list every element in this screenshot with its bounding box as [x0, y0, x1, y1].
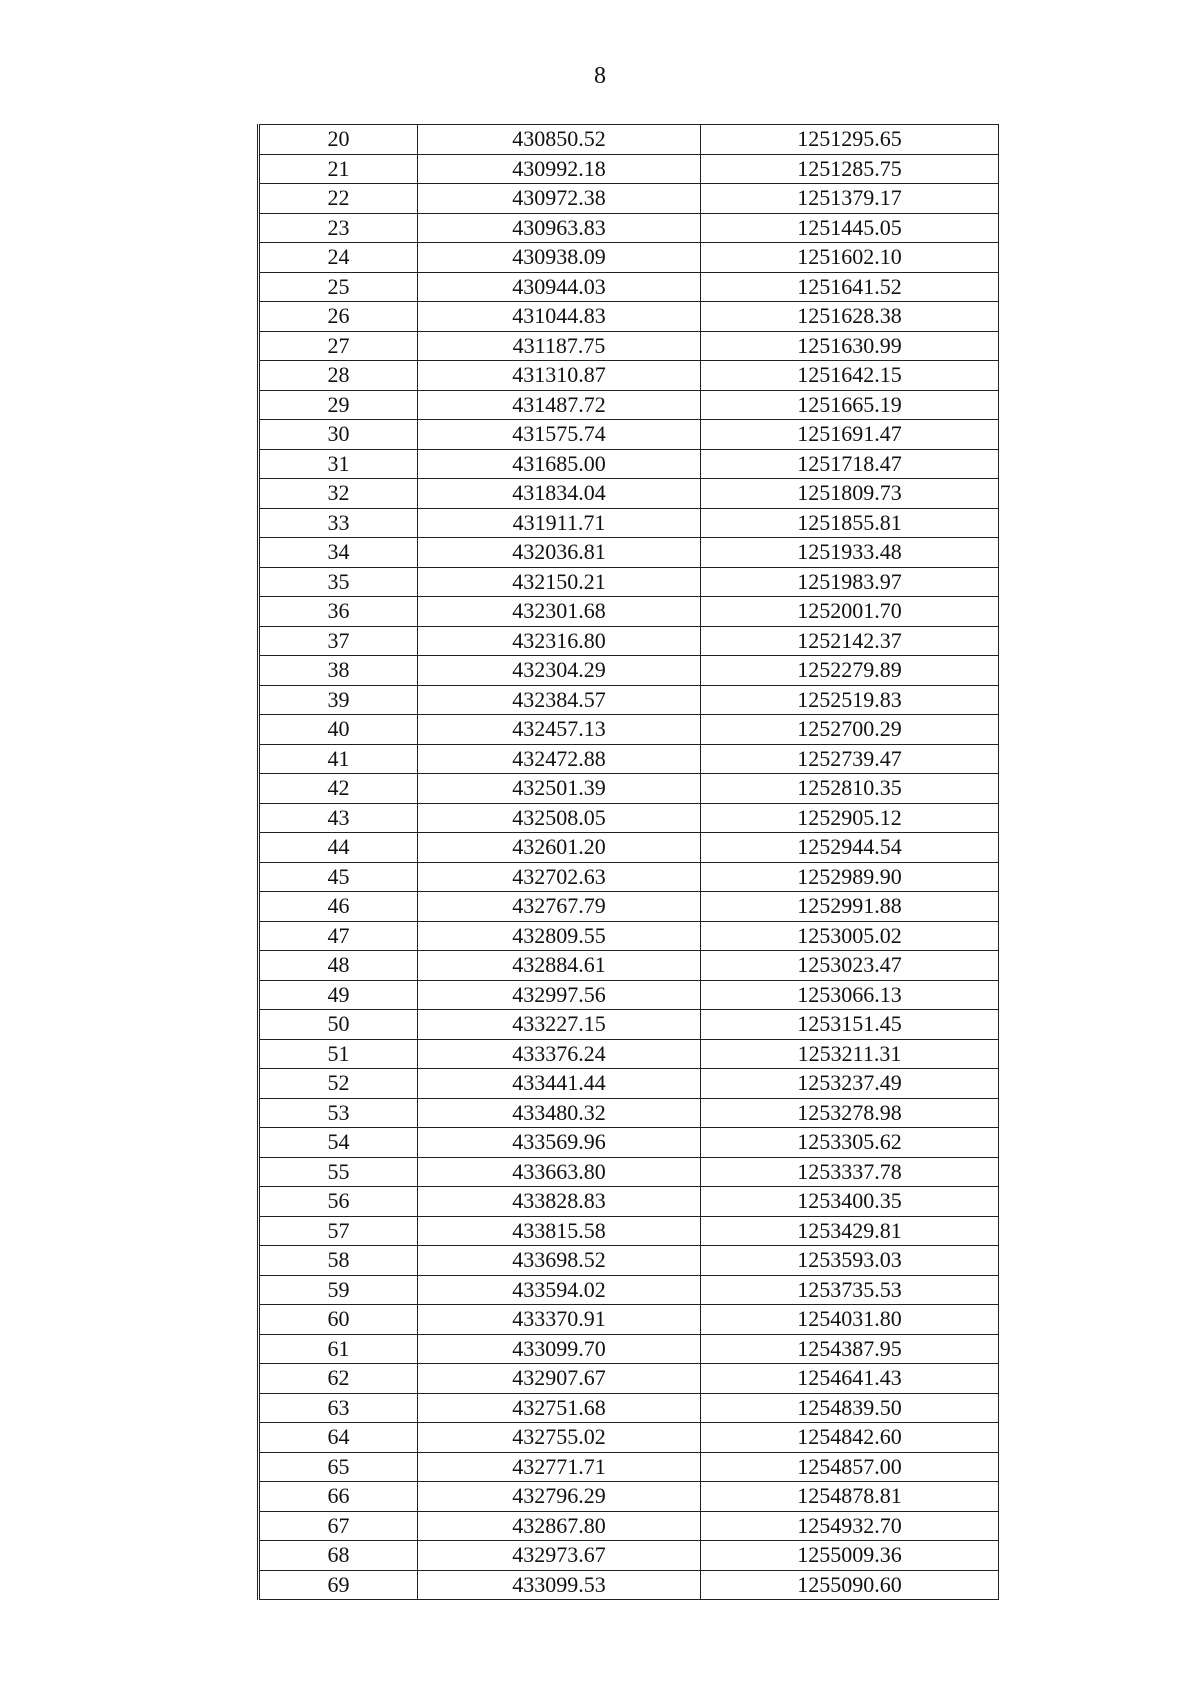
x-coordinate-cell: 432601.20 — [418, 833, 701, 863]
y-coordinate-cell: 1253337.78 — [701, 1157, 999, 1187]
y-coordinate-cell: 1251933.48 — [701, 538, 999, 568]
point-number-cell: 44 — [259, 833, 418, 863]
y-coordinate-cell: 1255009.36 — [701, 1541, 999, 1571]
point-number-cell: 20 — [259, 125, 418, 155]
x-coordinate-cell: 431685.00 — [418, 449, 701, 479]
table-row — [259, 508, 999, 538]
point-number-cell: 41 — [259, 744, 418, 774]
x-coordinate-cell: 432809.55 — [418, 921, 701, 951]
y-coordinate-cell: 1251285.75 — [701, 154, 999, 184]
y-coordinate-cell: 1251628.38 — [701, 302, 999, 332]
y-coordinate-cell: 1254387.95 — [701, 1334, 999, 1364]
table-row — [259, 685, 999, 715]
x-coordinate-cell: 431487.72 — [418, 390, 701, 420]
y-coordinate-cell: 1251855.81 — [701, 508, 999, 538]
table-row — [259, 1511, 999, 1541]
y-coordinate-cell: 1251665.19 — [701, 390, 999, 420]
x-coordinate-cell: 433370.91 — [418, 1305, 701, 1335]
table-row — [259, 1098, 999, 1128]
point-number-cell: 37 — [259, 626, 418, 656]
table-row — [259, 1364, 999, 1394]
point-number-cell: 57 — [259, 1216, 418, 1246]
y-coordinate-cell: 1252905.12 — [701, 803, 999, 833]
table-row — [259, 479, 999, 509]
y-coordinate-cell: 1251602.10 — [701, 243, 999, 273]
table-row — [259, 715, 999, 745]
y-coordinate-cell: 1253237.49 — [701, 1069, 999, 1099]
y-coordinate-cell: 1254031.80 — [701, 1305, 999, 1335]
y-coordinate-cell: 1251983.97 — [701, 567, 999, 597]
x-coordinate-cell: 432751.68 — [418, 1393, 701, 1423]
x-coordinate-cell: 432301.68 — [418, 597, 701, 627]
x-coordinate-cell: 432771.71 — [418, 1452, 701, 1482]
table-row — [259, 302, 999, 332]
x-coordinate-cell: 432304.29 — [418, 656, 701, 686]
x-coordinate-cell: 433227.15 — [418, 1010, 701, 1040]
table-row — [259, 184, 999, 214]
page-number: 8 — [594, 63, 606, 89]
y-coordinate-cell: 1252142.37 — [701, 626, 999, 656]
x-coordinate-cell: 432508.05 — [418, 803, 701, 833]
point-number-cell: 21 — [259, 154, 418, 184]
x-coordinate-cell: 431310.87 — [418, 361, 701, 391]
table-row — [259, 1393, 999, 1423]
table-row — [259, 1423, 999, 1453]
point-number-cell: 55 — [259, 1157, 418, 1187]
point-number-cell: 26 — [259, 302, 418, 332]
table-row — [259, 538, 999, 568]
y-coordinate-cell: 1252989.90 — [701, 862, 999, 892]
x-coordinate-cell: 433376.24 — [418, 1039, 701, 1069]
coordinates-table — [257, 124, 999, 1600]
y-coordinate-cell: 1253593.03 — [701, 1246, 999, 1276]
y-coordinate-cell: 1254932.70 — [701, 1511, 999, 1541]
table-row — [259, 892, 999, 922]
y-coordinate-cell: 1253023.47 — [701, 951, 999, 981]
y-coordinate-cell: 1251641.52 — [701, 272, 999, 302]
y-coordinate-cell: 1252991.88 — [701, 892, 999, 922]
point-number-cell: 53 — [259, 1098, 418, 1128]
point-number-cell: 54 — [259, 1128, 418, 1158]
table-row — [259, 1157, 999, 1187]
table-row — [259, 626, 999, 656]
x-coordinate-cell: 433663.80 — [418, 1157, 701, 1187]
table-row — [259, 243, 999, 273]
point-number-cell: 25 — [259, 272, 418, 302]
table-row — [259, 361, 999, 391]
table-row — [259, 1069, 999, 1099]
x-coordinate-cell: 433441.44 — [418, 1069, 701, 1099]
point-number-cell: 40 — [259, 715, 418, 745]
table-row — [259, 567, 999, 597]
table-row — [259, 1216, 999, 1246]
x-coordinate-cell: 433480.32 — [418, 1098, 701, 1128]
x-coordinate-cell: 432796.29 — [418, 1482, 701, 1512]
point-number-cell: 43 — [259, 803, 418, 833]
point-number-cell: 42 — [259, 774, 418, 804]
x-coordinate-cell: 432884.61 — [418, 951, 701, 981]
x-coordinate-cell: 431834.04 — [418, 479, 701, 509]
table-row — [259, 272, 999, 302]
point-number-cell: 28 — [259, 361, 418, 391]
table-row — [259, 213, 999, 243]
table-row — [259, 1482, 999, 1512]
point-number-cell: 61 — [259, 1334, 418, 1364]
y-coordinate-cell: 1254839.50 — [701, 1393, 999, 1423]
point-number-cell: 48 — [259, 951, 418, 981]
y-coordinate-cell: 1251630.99 — [701, 331, 999, 361]
table-row — [259, 656, 999, 686]
y-coordinate-cell: 1252739.47 — [701, 744, 999, 774]
x-coordinate-cell: 433569.96 — [418, 1128, 701, 1158]
y-coordinate-cell: 1251295.65 — [701, 125, 999, 155]
point-number-cell: 49 — [259, 980, 418, 1010]
point-number-cell: 58 — [259, 1246, 418, 1276]
table-row — [259, 1305, 999, 1335]
point-number-cell: 60 — [259, 1305, 418, 1335]
x-coordinate-cell: 430972.38 — [418, 184, 701, 214]
y-coordinate-cell: 1251691.47 — [701, 420, 999, 450]
point-number-cell: 34 — [259, 538, 418, 568]
y-coordinate-cell: 1251809.73 — [701, 479, 999, 509]
table-row — [259, 154, 999, 184]
point-number-cell: 63 — [259, 1393, 418, 1423]
point-number-cell: 32 — [259, 479, 418, 509]
point-number-cell: 23 — [259, 213, 418, 243]
coordinates-table-body — [259, 125, 999, 1600]
y-coordinate-cell: 1253278.98 — [701, 1098, 999, 1128]
x-coordinate-cell: 433099.70 — [418, 1334, 701, 1364]
x-coordinate-cell: 432973.67 — [418, 1541, 701, 1571]
y-coordinate-cell: 1253429.81 — [701, 1216, 999, 1246]
point-number-cell: 62 — [259, 1364, 418, 1394]
x-coordinate-cell: 433828.83 — [418, 1187, 701, 1217]
table-row — [259, 1452, 999, 1482]
x-coordinate-cell: 432767.79 — [418, 892, 701, 922]
point-number-cell: 52 — [259, 1069, 418, 1099]
point-number-cell: 59 — [259, 1275, 418, 1305]
x-coordinate-cell: 433594.02 — [418, 1275, 701, 1305]
y-coordinate-cell: 1252279.89 — [701, 656, 999, 686]
y-coordinate-cell: 1254857.00 — [701, 1452, 999, 1482]
y-coordinate-cell: 1252001.70 — [701, 597, 999, 627]
y-coordinate-cell: 1253735.53 — [701, 1275, 999, 1305]
y-coordinate-cell: 1254641.43 — [701, 1364, 999, 1394]
x-coordinate-cell: 430944.03 — [418, 272, 701, 302]
x-coordinate-cell: 432907.67 — [418, 1364, 701, 1394]
point-number-cell: 36 — [259, 597, 418, 627]
table-row — [259, 1334, 999, 1364]
point-number-cell: 47 — [259, 921, 418, 951]
x-coordinate-cell: 432457.13 — [418, 715, 701, 745]
point-number-cell: 65 — [259, 1452, 418, 1482]
y-coordinate-cell: 1255090.60 — [701, 1570, 999, 1600]
x-coordinate-cell: 430992.18 — [418, 154, 701, 184]
x-coordinate-cell: 432316.80 — [418, 626, 701, 656]
table-row — [259, 1246, 999, 1276]
point-number-cell: 24 — [259, 243, 418, 273]
table-row — [259, 125, 999, 155]
x-coordinate-cell: 432997.56 — [418, 980, 701, 1010]
y-coordinate-cell: 1252519.83 — [701, 685, 999, 715]
point-number-cell: 29 — [259, 390, 418, 420]
x-coordinate-cell: 432150.21 — [418, 567, 701, 597]
point-number-cell: 56 — [259, 1187, 418, 1217]
x-coordinate-cell: 432702.63 — [418, 862, 701, 892]
table-row — [259, 449, 999, 479]
table-row — [259, 1541, 999, 1571]
table-row — [259, 862, 999, 892]
y-coordinate-cell: 1254842.60 — [701, 1423, 999, 1453]
table-row — [259, 1275, 999, 1305]
point-number-cell: 30 — [259, 420, 418, 450]
x-coordinate-cell: 431575.74 — [418, 420, 701, 450]
x-coordinate-cell: 432472.88 — [418, 744, 701, 774]
point-number-cell: 68 — [259, 1541, 418, 1571]
x-coordinate-cell: 433099.53 — [418, 1570, 701, 1600]
point-number-cell: 35 — [259, 567, 418, 597]
table-row — [259, 1128, 999, 1158]
point-number-cell: 39 — [259, 685, 418, 715]
point-number-cell: 38 — [259, 656, 418, 686]
y-coordinate-cell: 1254878.81 — [701, 1482, 999, 1512]
y-coordinate-cell: 1251379.17 — [701, 184, 999, 214]
x-coordinate-cell: 431044.83 — [418, 302, 701, 332]
table-row — [259, 1039, 999, 1069]
table-row — [259, 597, 999, 627]
x-coordinate-cell: 430850.52 — [418, 125, 701, 155]
x-coordinate-cell: 432755.02 — [418, 1423, 701, 1453]
y-coordinate-cell: 1253305.62 — [701, 1128, 999, 1158]
point-number-cell: 69 — [259, 1570, 418, 1600]
x-coordinate-cell: 432384.57 — [418, 685, 701, 715]
table-row — [259, 803, 999, 833]
y-coordinate-cell: 1253005.02 — [701, 921, 999, 951]
point-number-cell: 22 — [259, 184, 418, 214]
x-coordinate-cell: 432036.81 — [418, 538, 701, 568]
point-number-cell: 50 — [259, 1010, 418, 1040]
y-coordinate-cell: 1253211.31 — [701, 1039, 999, 1069]
table-row — [259, 744, 999, 774]
x-coordinate-cell: 430938.09 — [418, 243, 701, 273]
y-coordinate-cell: 1253066.13 — [701, 980, 999, 1010]
table-row — [259, 1570, 999, 1600]
y-coordinate-cell: 1253151.45 — [701, 1010, 999, 1040]
table-row — [259, 390, 999, 420]
point-number-cell: 27 — [259, 331, 418, 361]
x-coordinate-cell: 432867.80 — [418, 1511, 701, 1541]
y-coordinate-cell: 1252944.54 — [701, 833, 999, 863]
point-number-cell: 66 — [259, 1482, 418, 1512]
y-coordinate-cell: 1251642.15 — [701, 361, 999, 391]
y-coordinate-cell: 1251718.47 — [701, 449, 999, 479]
point-number-cell: 31 — [259, 449, 418, 479]
point-number-cell: 64 — [259, 1423, 418, 1453]
table-row — [259, 420, 999, 450]
point-number-cell: 45 — [259, 862, 418, 892]
x-coordinate-cell: 431911.71 — [418, 508, 701, 538]
x-coordinate-cell: 433698.52 — [418, 1246, 701, 1276]
y-coordinate-cell: 1253400.35 — [701, 1187, 999, 1217]
table-row — [259, 1010, 999, 1040]
table-row — [259, 833, 999, 863]
table-row — [259, 774, 999, 804]
y-coordinate-cell: 1252700.29 — [701, 715, 999, 745]
table-row — [259, 951, 999, 981]
point-number-cell: 51 — [259, 1039, 418, 1069]
table-row — [259, 980, 999, 1010]
point-number-cell: 33 — [259, 508, 418, 538]
table-row — [259, 331, 999, 361]
x-coordinate-cell: 430963.83 — [418, 213, 701, 243]
table-row — [259, 921, 999, 951]
y-coordinate-cell: 1251445.05 — [701, 213, 999, 243]
x-coordinate-cell: 432501.39 — [418, 774, 701, 804]
x-coordinate-cell: 431187.75 — [418, 331, 701, 361]
point-number-cell: 67 — [259, 1511, 418, 1541]
y-coordinate-cell: 1252810.35 — [701, 774, 999, 804]
point-number-cell: 46 — [259, 892, 418, 922]
x-coordinate-cell: 433815.58 — [418, 1216, 701, 1246]
table-row — [259, 1187, 999, 1217]
